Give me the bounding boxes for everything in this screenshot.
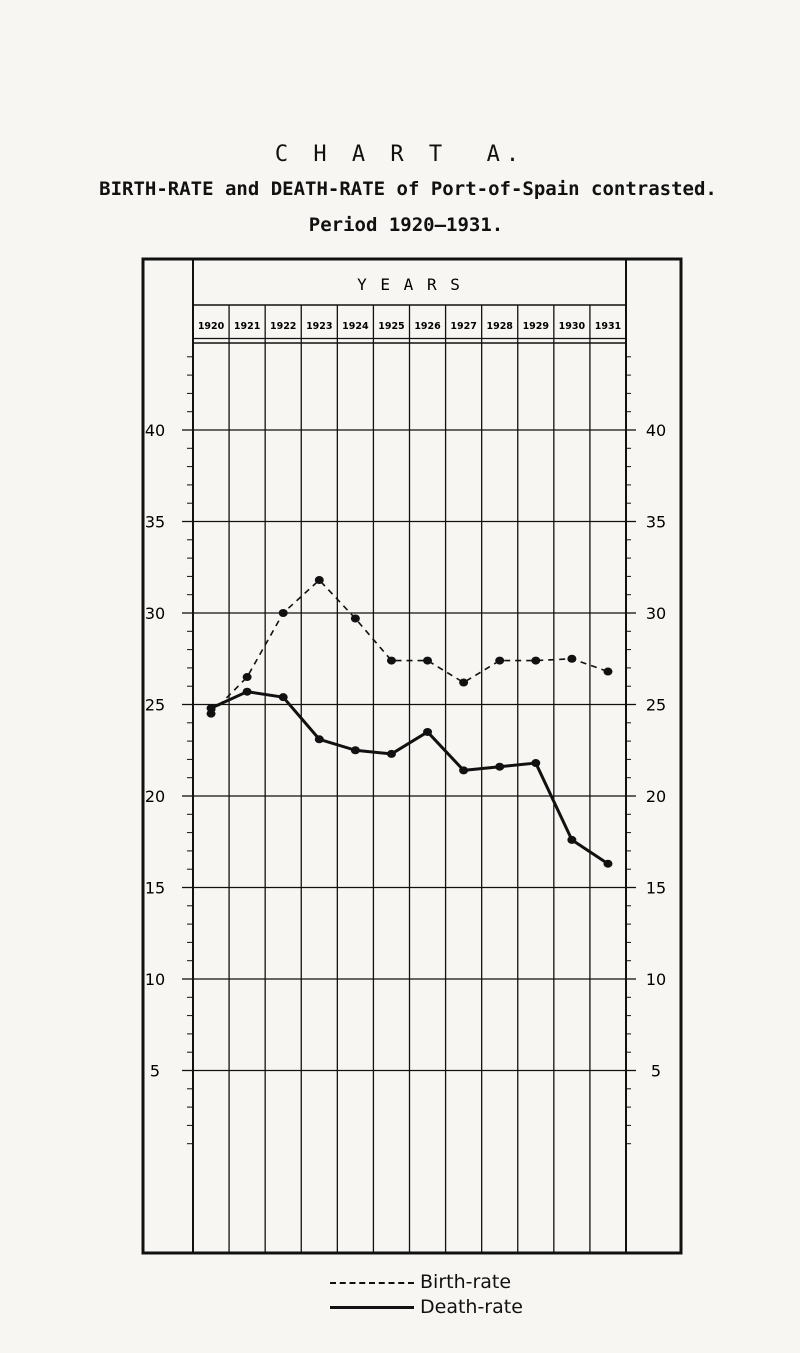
year-label-1924: 1924 [342, 321, 369, 332]
y-tick-left-15: 15 [144, 878, 166, 898]
outer-border [143, 259, 681, 1253]
chart-grid [193, 305, 626, 1253]
point-birth-rate-1924 [351, 614, 360, 622]
legend-death-label: Death-rate [420, 1296, 523, 1318]
legend-solid-swatch [330, 1306, 414, 1309]
point-death-rate-1928 [495, 763, 504, 771]
point-birth-rate-1926 [423, 657, 432, 665]
point-birth-rate-1930 [567, 655, 576, 663]
y-tick-right-40: 40 [645, 421, 667, 440]
y-tick-left-20: 20 [144, 787, 166, 806]
point-birth-rate-1921 [243, 673, 252, 681]
point-death-rate-1924 [351, 746, 360, 754]
chart-period: Period 1920—1931. [308, 214, 504, 236]
y-tick-right-15: 15 [645, 878, 667, 898]
y-axis-ticks [145, 357, 666, 1144]
chart-title: C H A R T A. [274, 142, 526, 167]
year-label-1922: 1922 [269, 321, 297, 332]
point-death-rate-1929 [531, 759, 540, 767]
y-tick-right-5: 5 [650, 1061, 662, 1081]
point-death-rate-1923 [315, 735, 324, 743]
y-tick-right-20: 20 [645, 787, 667, 806]
point-death-rate-1920 [207, 704, 216, 712]
y-tick-left-10: 10 [144, 970, 166, 989]
y-tick-right-30: 30 [645, 604, 667, 623]
point-birth-rate-1922 [279, 609, 288, 617]
point-birth-rate-1929 [531, 657, 540, 665]
y-tick-right-25: 25 [645, 695, 667, 715]
y-tick-right-10: 10 [645, 970, 667, 989]
point-birth-rate-1923 [315, 576, 324, 584]
year-label-1928: 1928 [486, 321, 513, 332]
chart-subtitle: BIRTH-RATE and DEATH-RATE of Port-of-Spain contrasted. [99, 178, 717, 200]
year-label-1929: 1929 [522, 321, 550, 332]
year-label-1925: 1925 [378, 321, 405, 332]
legend-death-rate [330, 1296, 523, 1318]
y-tick-left-5: 5 [149, 1061, 161, 1081]
year-label-1930: 1930 [558, 321, 586, 332]
point-death-rate-1926 [423, 728, 432, 736]
years-header-label: Y E A R S [357, 275, 462, 294]
point-death-rate-1922 [279, 693, 288, 701]
y-tick-left-40: 40 [144, 421, 166, 440]
year-label-1931: 1931 [594, 321, 622, 332]
point-death-rate-1925 [387, 750, 396, 758]
year-label-1923: 1923 [306, 321, 333, 332]
y-tick-left-30: 30 [144, 604, 166, 623]
y-tick-right-35: 35 [645, 512, 667, 532]
year-label-1921: 1921 [233, 321, 261, 332]
year-label-1920: 1920 [197, 321, 225, 332]
point-birth-rate-1928 [495, 657, 504, 665]
point-birth-rate-1931 [603, 668, 612, 676]
year-label-1927: 1927 [450, 321, 477, 332]
chart-frame [143, 259, 681, 1253]
y-tick-left-35: 35 [144, 512, 166, 532]
point-death-rate-1931 [603, 860, 612, 868]
y-tick-left-25: 25 [144, 695, 166, 715]
point-death-rate-1921 [243, 688, 252, 696]
point-death-rate-1927 [459, 766, 468, 774]
legend-birth-label: Birth-rate [420, 1271, 512, 1293]
point-death-rate-1930 [567, 836, 576, 844]
point-birth-rate-1927 [459, 679, 468, 687]
legend-dash-swatch [330, 1282, 414, 1284]
point-birth-rate-1925 [387, 657, 396, 665]
legend-birth-rate [330, 1271, 511, 1293]
year-label-1926: 1926 [414, 321, 441, 332]
